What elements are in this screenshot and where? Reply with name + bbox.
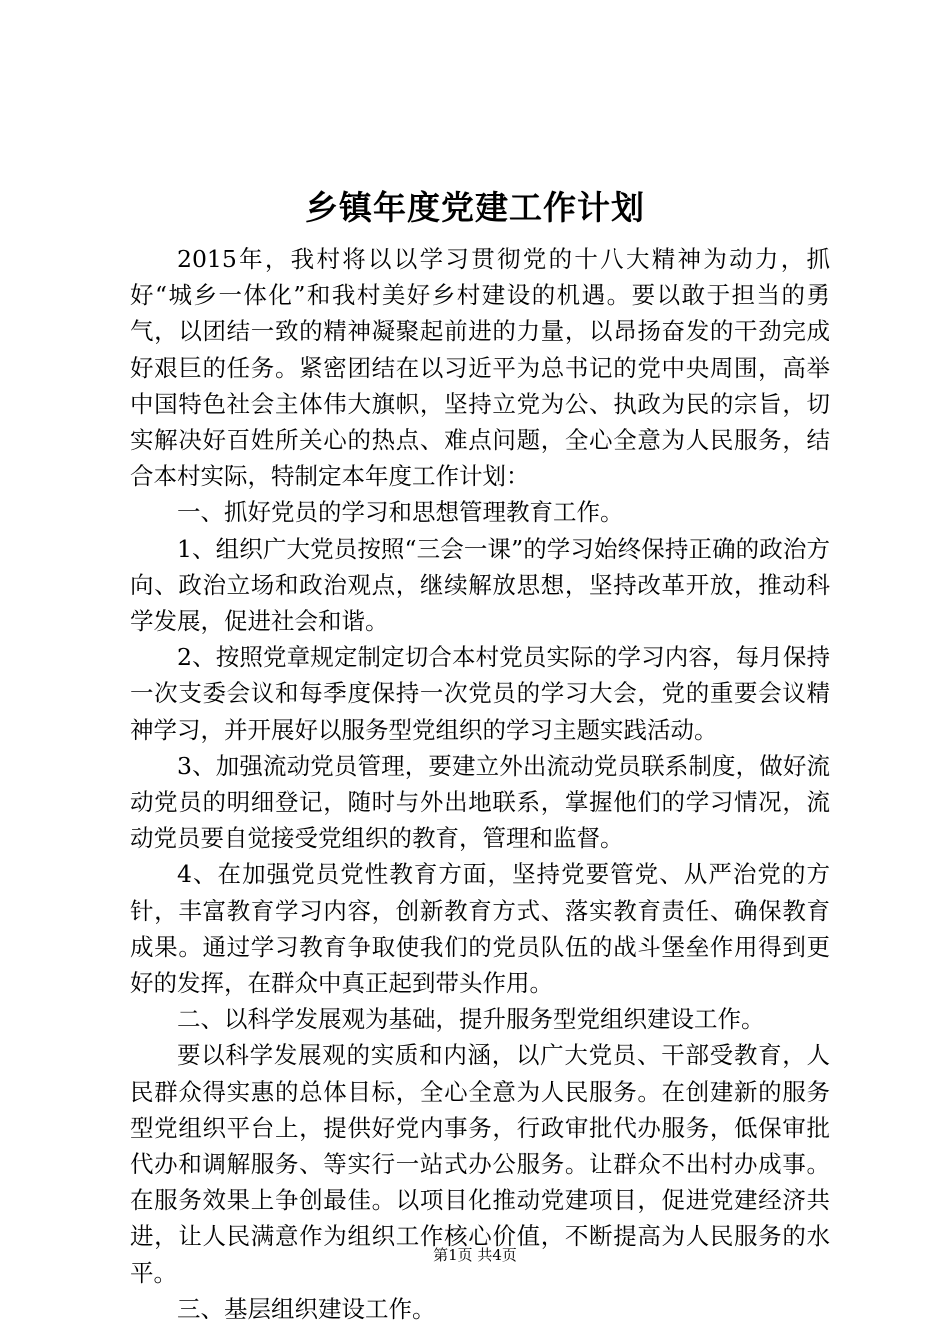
paragraph-section-2: 要以科学发展观的实质和内涵，以广大党员、干部受教育，人民群众得实惠的总体目标，全心全意为人民服务。在创建新的服务型党组织平台上，提供好党内事务，行政审批代办服务，低保审批代办和调解服务、等实行一站式办公服务。让群众不出村办成事。在服务效果上争创最佳。以项目化推动党建项目，促进党建经济共进，让人民满意作为组织工作核心价值，不断提高为人民服务的水平。 bbox=[130, 1041, 830, 1287]
section-heading-3: 三、基层组织建设工作。 bbox=[177, 1294, 436, 1323]
paragraph-item-2: 2、按照党章规定制定切合本村党员实际的学习内容，每月保持一次支委会议和每季度保持一次党员的学习大会，党的重要会议精神学习，并开展好以服务型党组织的学习主题实践活动。 bbox=[130, 643, 830, 744]
paragraph-item-1: 1、组织广大党员按照“三会一课”的学习始终保持正确的政治方向、政治立场和政治观点，继续解放思想，坚持改革开放，推动科学发展，促进社会和谐。 bbox=[130, 534, 830, 636]
paragraph-item-3: 3、加强流动党员管理，要建立外出流动党员联系制度，做好流动党员的明细登记，随时与外出地联系，掌握他们的学习情况，流动党员要自觉接受党组织的教育，管理和监督。 bbox=[130, 751, 830, 853]
section-heading-1: 一、抓好党员的学习和思想管理教育工作。 bbox=[177, 498, 624, 527]
page-footer: 第1页 共4页 bbox=[433, 1246, 517, 1264]
section-heading-2: 二、以科学发展观为基础，提升服务型党组织建设工作。 bbox=[177, 1005, 765, 1034]
page-title: 乡镇年度党建工作计划 bbox=[305, 188, 645, 227]
document-body bbox=[130, 241, 830, 1327]
paragraph-intro: 2015年，我村将以以学习贯彻党的十八大精神为动力，抓好“城乡一体化”和我村美好乡村建设的机遇。要以敢于担当的勇气，以团结一致的精神凝聚起前进的力量，以昂扬奋发的干劲完成好艰巨的任务。紧密团结在以习近平为总书记的党中央周围，高举中国特色社会主体伟大旗帜，坚持立党为公、执政为民的宗旨，切实解决好百姓所关心的热点、难点问题，全心全意为人民服务，结合本村实际，特制定本年度工作计划： bbox=[130, 245, 830, 491]
paragraph-item-4: 4、在加强党员党性教育方面，坚持党要管党、从严治党的方针，丰富教育学习内容，创新教育方式、落实教育责任、确保教育成果。通过学习教育争取使我们的党员队伍的战斗堡垒作用得到更好的发挥，在群众中真正起到带头作用。 bbox=[130, 860, 830, 998]
